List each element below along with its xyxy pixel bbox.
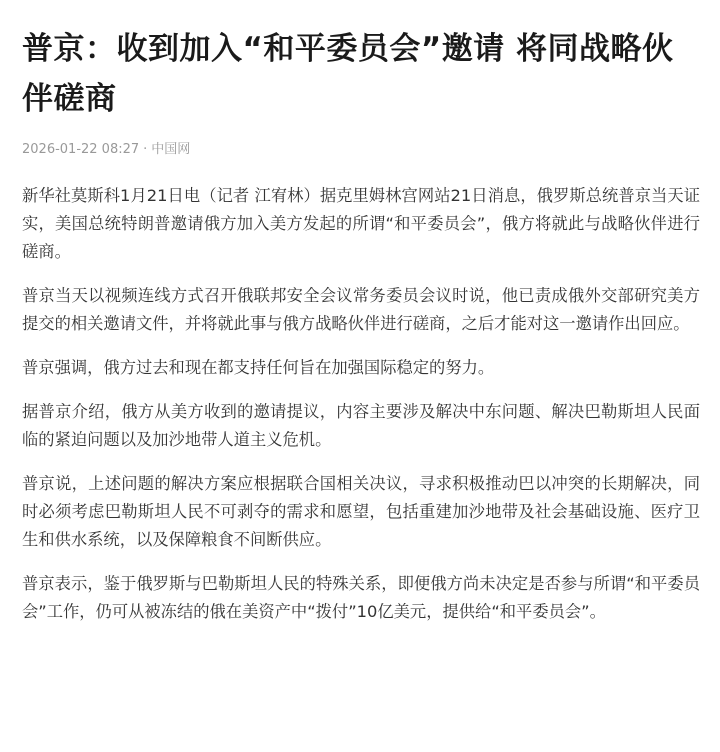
paragraph: 新华社莫斯科1月21日电（记者 江宥林）据克里姆林宫网站21日消息，俄罗斯总统普京当天证实，美国总统特朗普邀请俄方加入美方发起的所谓“和平委员会”，俄方将就此与战略伙伴进行磋商。 xyxy=(22,186,700,261)
article xyxy=(22,24,700,642)
paragraph: 普京说，上述问题的解决方案应根据联合国相关决议，寻求积极推动巴以冲突的长期解决，同时必须考虑巴勒斯坦人民不可剥夺的需求和愿望，包括重建加沙地带及社会基础设施、医疗卫生和供水系统，以及保障粮食不间断供应。 xyxy=(22,474,700,549)
article-title: 普京：收到加入“和平委员会”邀请 将同战略伙伴磋商 xyxy=(22,31,674,117)
paragraph: 普京当天以视频连线方式召开俄联邦安全会议常务委员会议时说，他已责成俄外交部研究美方提交的相关邀请文件，并将就此事与俄方战略伙伴进行磋商，之后才能对这一邀请作出回应。 xyxy=(22,286,700,333)
publish-date: 2026-01-22 08:27 xyxy=(22,142,140,157)
article-body xyxy=(22,182,700,626)
paragraph: 据普京介绍，俄方从美方收到的邀请提议，内容主要涉及解决中东问题、解决巴勒斯坦人民面临的紧迫问题以及加沙地带人道主义危机。 xyxy=(22,402,700,449)
paragraph: 普京强调，俄方过去和现在都支持任何旨在加强国际稳定的努力。 xyxy=(22,358,495,377)
meta-separator: · xyxy=(143,142,148,157)
paragraph: 普京表示，鉴于俄罗斯与巴勒斯坦人民的特殊关系，即便俄方尚未决定是否参与所谓“和平委员会”工作，仍可从被冻结的俄在美资产中“拨付”10亿美元，提供给“和平委员会”。 xyxy=(22,574,700,621)
article-meta xyxy=(22,141,700,159)
source-link[interactable]: 中国网 xyxy=(151,142,191,157)
